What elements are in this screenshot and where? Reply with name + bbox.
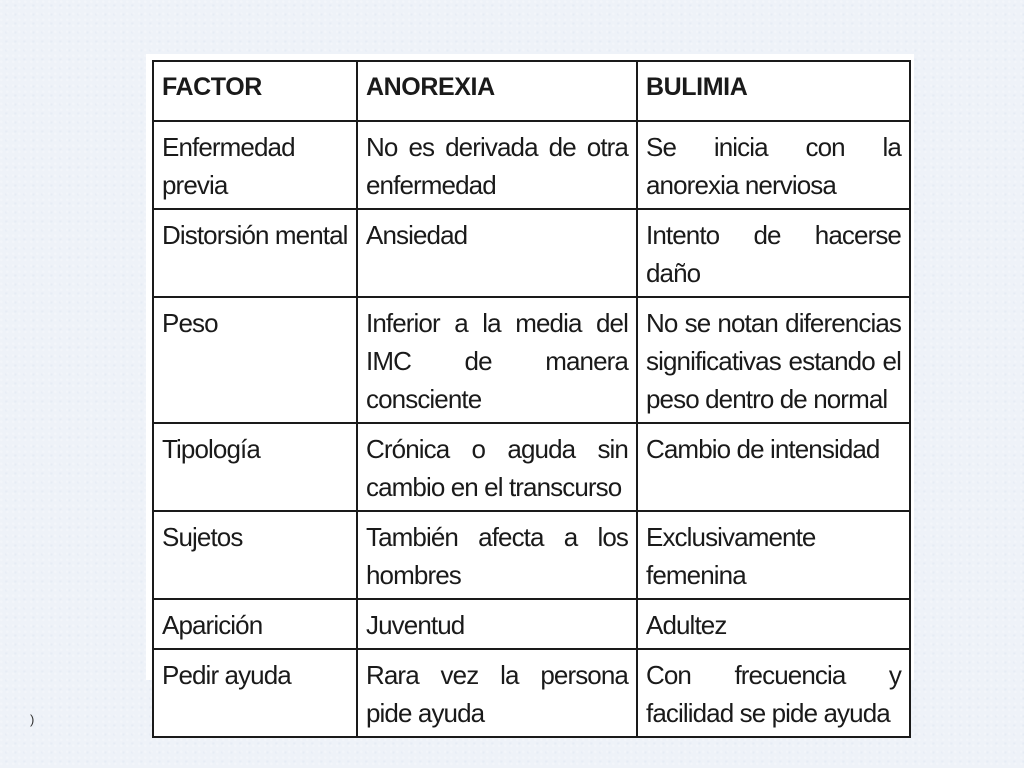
- table-row: [153, 121, 910, 209]
- cell-anorexia: También afecta a los hombres: [357, 511, 637, 599]
- footnote-mark: ): [30, 712, 35, 727]
- cell-bulimia: Intento de hacerse daño: [637, 209, 910, 297]
- comparison-table-frame: [146, 54, 914, 728]
- cell-factor: Sujetos: [153, 511, 357, 599]
- table-row: [153, 423, 910, 511]
- header-bulimia: BULIMIA: [637, 61, 910, 121]
- cell-bulimia: Cambio de intensidad: [637, 423, 910, 511]
- cell-anorexia: No es derivada de otra enfermedad: [357, 121, 637, 209]
- table-row: [153, 599, 910, 649]
- cell-bulimia: Exclusivamente femenina: [637, 511, 910, 599]
- cell-anorexia: Crónica o aguda sin cambio en el transcurso: [357, 423, 637, 511]
- header-factor: FACTOR: [153, 61, 357, 121]
- cell-bulimia: Se inicia con la anorexia nerviosa: [637, 121, 910, 209]
- cell-bulimia: Adultez: [637, 599, 910, 649]
- cell-factor: Peso: [153, 297, 357, 423]
- cell-factor: Distorsión mental: [153, 209, 357, 297]
- header-anorexia: ANOREXIA: [357, 61, 637, 121]
- cell-anorexia: Ansiedad: [357, 209, 637, 297]
- cell-anorexia: Rara vez la persona pide ayuda: [357, 649, 637, 737]
- cell-factor: Pedir ayuda: [153, 649, 357, 737]
- comparison-table: [152, 60, 911, 738]
- cell-factor: Tipología: [153, 423, 357, 511]
- cell-bulimia: Con frecuencia y facilidad se pide ayuda: [637, 649, 910, 737]
- table-row: [153, 209, 910, 297]
- table-header-row: [153, 61, 910, 121]
- cell-factor: Aparición: [153, 599, 357, 649]
- cell-factor: Enfermedad previa: [153, 121, 357, 209]
- cell-anorexia: Inferior a la media del IMC de manera consciente: [357, 297, 637, 423]
- table-row: [153, 511, 910, 599]
- cell-anorexia: Juventud: [357, 599, 637, 649]
- table-row: [153, 297, 910, 423]
- table-row: [153, 649, 910, 737]
- cell-bulimia: No se notan diferencias significativas estando el peso dentro de normal: [637, 297, 910, 423]
